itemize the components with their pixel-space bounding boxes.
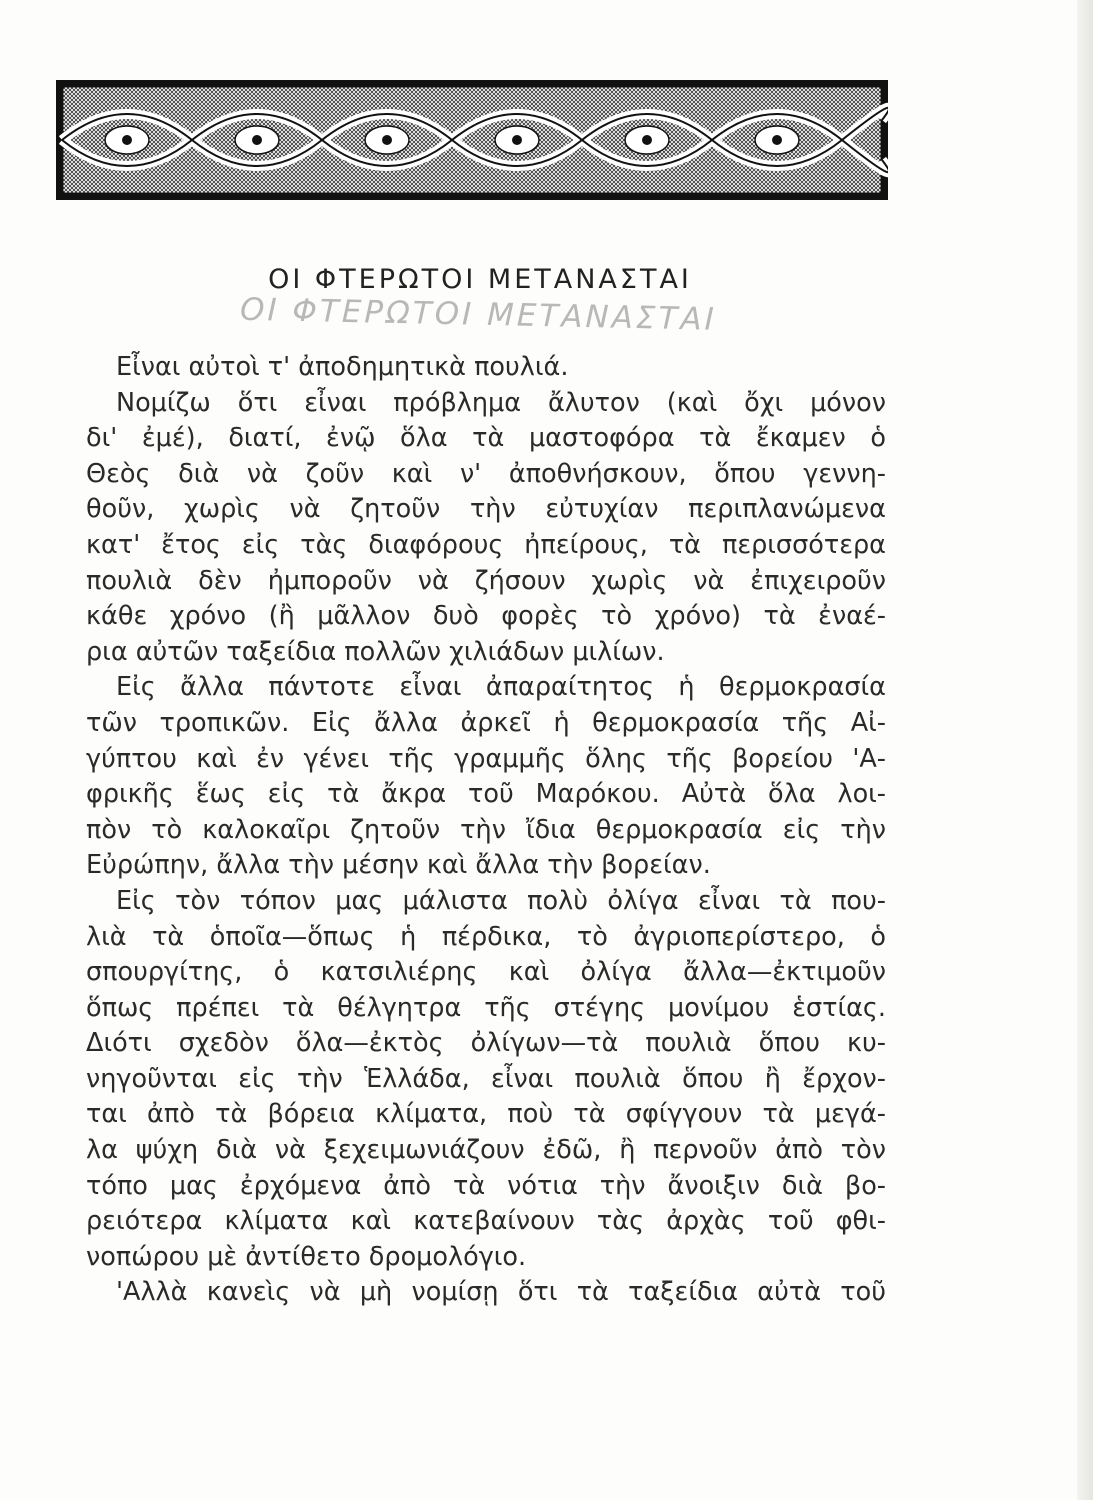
- text-line: Διότι σχεδὸν ὅλα—ἐκτὸς ὀλίγων—τὰ πουλιὰ ὅπου κυ-: [86, 1028, 886, 1059]
- text-line: 'Αλλὰ κανεὶς νὰ μὴ νομίσῃ ὅτι τὰ ταξείδια αὐτὰ τοῦ: [116, 1277, 886, 1308]
- body-text: [86, 350, 886, 1311]
- text-line: τόπο μας ἐρχόμενα ἀπὸ τὰ νότια τὴν ἄνοιξιν διὰ βο-: [86, 1170, 886, 1201]
- decorative-headpiece: [56, 80, 888, 200]
- text-line: πουλιὰ δὲν ἠμποροῦν νὰ ζήσουν χωρὶς νὰ ἐπιχειροῦν: [86, 565, 886, 596]
- page-edge-shadow: [1077, 0, 1093, 1500]
- handwritten-title-annotation: ΟΙ ΦΤΕΡΩΤΟΙ ΜΕΤΑΝΑΣΤΑΙ: [239, 291, 718, 338]
- text-line: Θεὸς διὰ νὰ ζοῦν καὶ ν' ἀποθνήσκουν, ὅπου γεννη-: [86, 458, 886, 489]
- text-line: Νομίζω ὅτι εἶναι πρόβλημα ἄλυτον (καὶ ὄχι μόνον: [116, 387, 886, 418]
- text-line: Εἰς ἄλλα πάντοτε εἶναι ἀπαραίτητος ἡ θερμοκρασία: [116, 672, 886, 703]
- chapter-title: ΟΙ ΦΤΕΡΩΤΟΙ ΜΕΤΑΝΑΣΤΑΙ: [268, 264, 692, 295]
- text-line: γύπτου καὶ ἐν γένει τῆς γραμμῆς ὅλης τῆς βορείου 'Α-: [86, 743, 886, 774]
- text-line: λιὰ τὰ ὁποῖα—ὅπως ἡ πέρδικα, τὸ ἀγριοπερίστερο, ὁ: [86, 921, 886, 952]
- text-line: Εὐρώπην, ἄλλα τὴν μέσην καὶ ἄλλα τὴν βορείαν.: [86, 850, 711, 881]
- text-line: Εἰς τὸν τόπον μας μάλιστα πολὺ ὀλίγα εἶναι τὰ που-: [116, 885, 886, 916]
- text-line: φρικῆς ἕως εἰς τὰ ἄκρα τοῦ Μαρόκου. Αὐτὰ ὅλα λοι-: [86, 779, 886, 810]
- text-line: Εἶναι αὐτοὶ τ' ἀποδημητικὰ πουλιά.: [116, 352, 569, 382]
- text-line: λα ψύχη διὰ νὰ ξεχειμωνιάζουν ἐδῶ, ἢ περνοῦν ἀπὸ τὸν: [86, 1135, 886, 1166]
- text-line: ὅπως πρέπει τὰ θέλγητρα τῆς στέγης μονίμου ἑστίας.: [86, 992, 886, 1023]
- text-line: κάθε χρόνο (ἢ μᾶλλον δυὸ φορὲς τὸ χρόνο) τὰ ἐναέ-: [86, 601, 886, 632]
- text-line: νηγοῦνται εἰς τὴν Ἑλλάδα, εἶναι πουλιὰ ὅπου ἢ ἔρχον-: [86, 1063, 886, 1094]
- text-line: ται ἀπὸ τὰ βόρεια κλίματα, ποὺ τὰ σφίγγουν τὰ μεγά-: [86, 1099, 886, 1130]
- text-line: τῶν τροπικῶν. Εἰς ἄλλα ἀρκεῖ ἡ θερμοκρασία τῆς Αἰ-: [86, 707, 886, 738]
- text-line: θοῦν, χωρὶς νὰ ζητοῦν τὴν εὐτυχίαν περιπλανώμενα: [86, 494, 886, 525]
- text-line: πὸν τὸ καλοκαῖρι ζητοῦν τὴν ἴδια θερμοκρασία εἰς τὴν: [86, 814, 886, 845]
- text-line: ρια αὐτῶν ταξείδια πολλῶν χιλιάδων μιλίων.: [86, 636, 665, 667]
- text-line: κατ' ἔτος εἰς τὰς διαφόρους ἠπείρους, τὰ περισσότερα: [86, 529, 886, 560]
- text-line: δι' ἐμέ), διατί, ἐνῷ ὅλα τὰ μαστοφόρα τὰ ἔκαμεν ὁ: [86, 423, 886, 454]
- text-line: ρειότερα κλίματα καὶ κατεβαίνουν τὰς ἀρχὰς τοῦ φθι-: [86, 1206, 886, 1237]
- text-line: σπουργίτης, ὁ κατσιλιέρης καὶ ὀλίγα ἄλλα—ἐκτιμοῦν: [86, 957, 886, 988]
- text-line: νοπώρου μὲ ἀντίθετο δρομολόγιο.: [86, 1241, 527, 1272]
